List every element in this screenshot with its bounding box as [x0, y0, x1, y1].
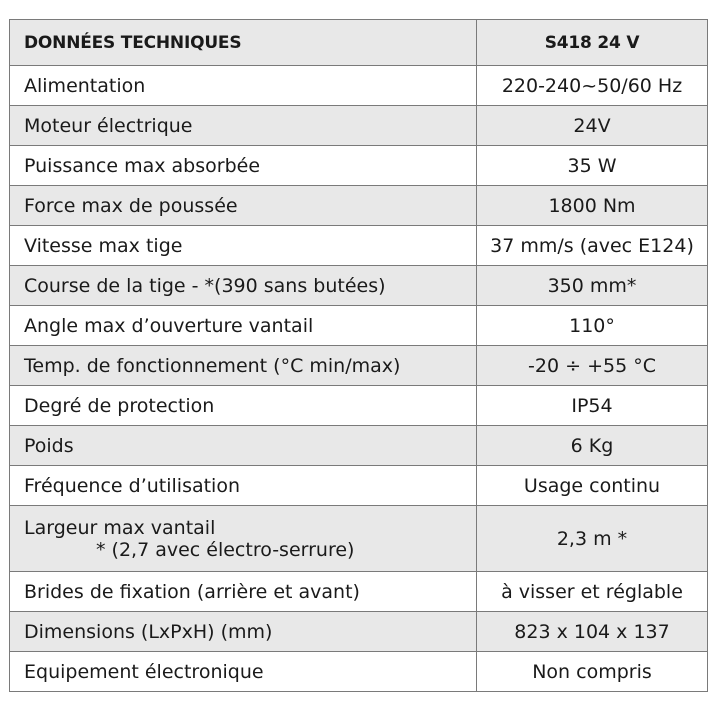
spec-value: 2,3 m * — [477, 506, 708, 572]
spec-label: Temp. de fonctionnement (°C min/max) — [10, 346, 477, 386]
header-model-cell: S418 24 V — [477, 20, 708, 66]
table-header-row — [10, 20, 708, 66]
header-label-cell: DONNÉES TECHNIQUES — [10, 20, 477, 66]
spec-label: Equipement électronique — [10, 652, 477, 692]
table-row — [10, 426, 708, 466]
spec-label: Angle max d’ouverture vantail — [10, 306, 477, 346]
table-row — [10, 226, 708, 266]
spec-label: Brides de fixation (arrière et avant) — [10, 572, 477, 612]
spec-value: 24V — [477, 106, 708, 146]
table-row — [10, 266, 708, 306]
spec-label: Dimensions (LxPxH) (mm) — [10, 612, 477, 652]
spec-value: Usage continu — [477, 466, 708, 506]
table-row — [10, 346, 708, 386]
spec-value: 35 W — [477, 146, 708, 186]
spec-value: 350 mm* — [477, 266, 708, 306]
spec-value: 110° — [477, 306, 708, 346]
spec-value: -20 ÷ +55 °C — [477, 346, 708, 386]
spec-value: 6 Kg — [477, 426, 708, 466]
spec-label: Fréquence d’utilisation — [10, 466, 477, 506]
table-row — [10, 106, 708, 146]
table-row — [10, 612, 708, 652]
spec-label: Moteur électrique — [10, 106, 477, 146]
table-row — [10, 386, 708, 426]
spec-label: Vitesse max tige — [10, 226, 477, 266]
spec-value: 823 x 104 x 137 — [477, 612, 708, 652]
table-row — [10, 146, 708, 186]
spec-label: Force max de poussée — [10, 186, 477, 226]
spec-label-line2: * (2,7 avec électro-serrure) — [96, 538, 355, 561]
table-row — [10, 652, 708, 692]
spec-label: Degré de protection — [10, 386, 477, 426]
table-row — [10, 306, 708, 346]
spec-label-line1: Largeur max vantail — [24, 516, 216, 539]
technical-data-table — [9, 19, 708, 692]
table-row — [10, 506, 708, 572]
table-row — [10, 186, 708, 226]
table-row — [10, 466, 708, 506]
spec-value: à visser et réglable — [477, 572, 708, 612]
spec-value: 37 mm/s (avec E124) — [477, 226, 708, 266]
spec-value: 220-240~50/60 Hz — [477, 66, 708, 106]
table-row — [10, 572, 708, 612]
spec-label: Puissance max absorbée — [10, 146, 477, 186]
spec-label-multiline — [10, 506, 477, 572]
table-row — [10, 66, 708, 106]
spec-value: Non compris — [477, 652, 708, 692]
spec-value: 1800 Nm — [477, 186, 708, 226]
spec-label: Alimentation — [10, 66, 477, 106]
spec-label: Poids — [10, 426, 477, 466]
spec-label: Course de la tige - *(390 sans butées) — [10, 266, 477, 306]
spec-value: IP54 — [477, 386, 708, 426]
